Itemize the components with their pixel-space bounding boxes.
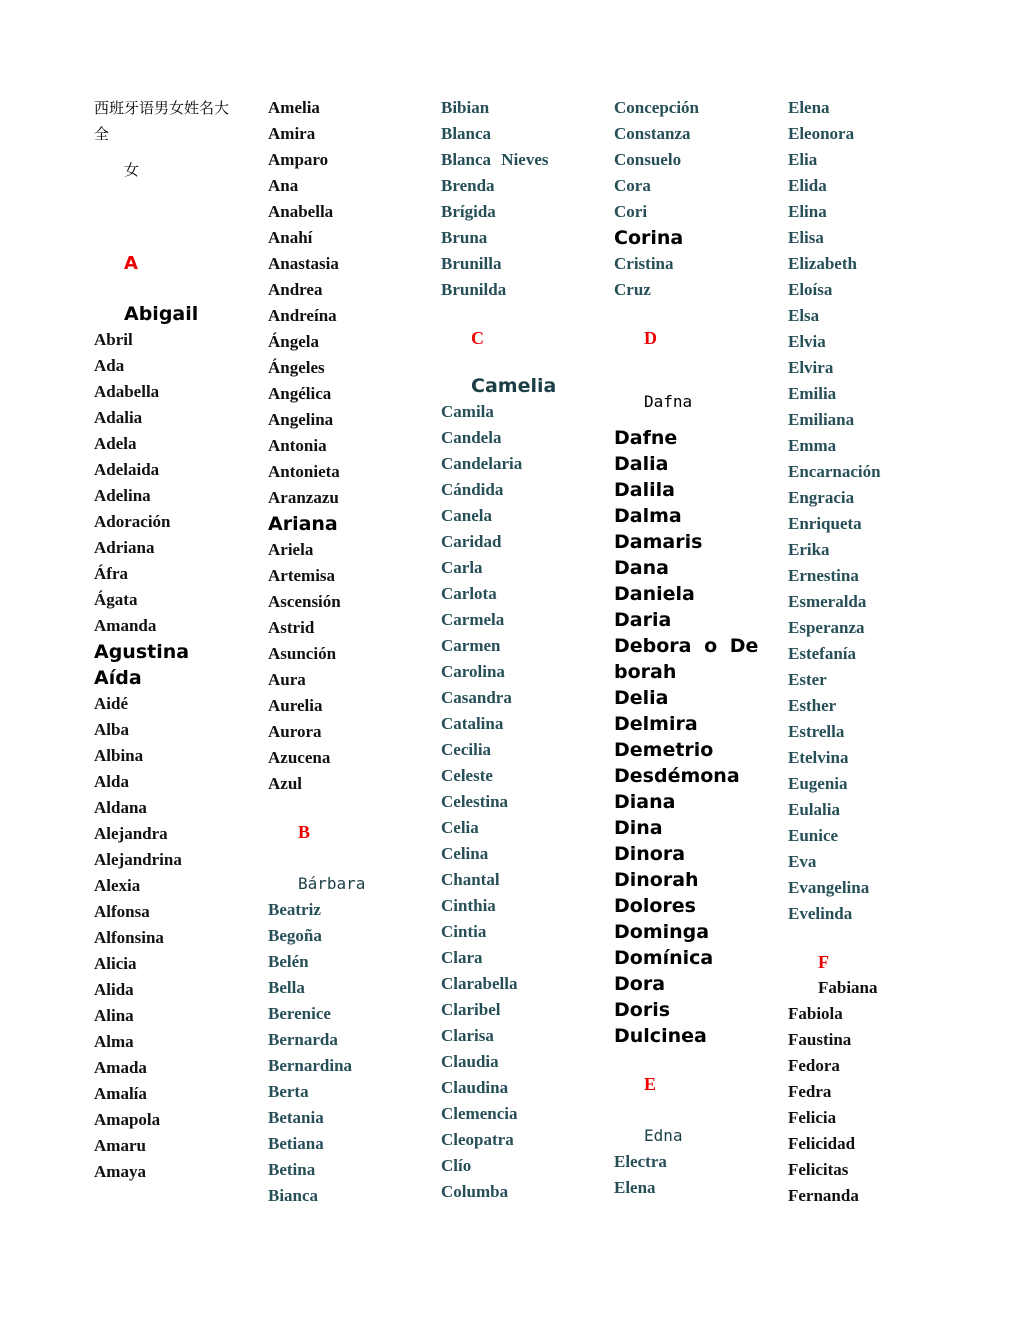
name-list-c5b xyxy=(788,1001,956,1209)
name-list-item: Dulcinea xyxy=(614,1025,707,1047)
name-list-item: Doris xyxy=(614,999,671,1021)
name-list-item: Amparo xyxy=(268,150,329,169)
name-edna: Edna xyxy=(644,1126,683,1145)
name-list-item: Betania xyxy=(268,1108,324,1127)
name-list-item: Evangelina xyxy=(788,878,870,897)
name-list-item: Elvia xyxy=(788,332,826,351)
name-list-item: Ester xyxy=(788,670,827,689)
name-list-item: Diana xyxy=(614,791,676,813)
name-list-item: Adalia xyxy=(94,408,143,427)
name-list-item: Elsa xyxy=(788,306,820,325)
name-list-item: Delmira xyxy=(614,713,698,735)
name-list-item: Alejandra xyxy=(94,824,168,843)
name-debora-line-2: borah xyxy=(614,661,677,683)
name-list-item: Cintia xyxy=(441,922,487,941)
name-list-item: Felicitas xyxy=(788,1160,849,1179)
name-list-item: Eunice xyxy=(788,826,839,845)
name-list-item: Celeste xyxy=(441,766,493,785)
name-list-item: Ada xyxy=(94,356,125,375)
name-list-item: Adoración xyxy=(94,512,171,531)
name-list-item: Amaya xyxy=(94,1162,146,1181)
name-list-item: Caridad xyxy=(441,532,502,551)
name-list-c2a xyxy=(268,95,436,511)
name-list-item: Ariela xyxy=(268,540,314,559)
name-list-c4b xyxy=(614,251,782,303)
name-list-item: Blanca Nieves xyxy=(441,150,549,169)
name-list-item: Astrid xyxy=(268,618,315,637)
letter-heading-c: C xyxy=(471,328,484,348)
name-list-item: Esmeralda xyxy=(788,592,867,611)
name-list-item: Claribel xyxy=(441,1000,501,1019)
name-list-item: Adelina xyxy=(94,486,151,505)
name-list-item: Dalia xyxy=(614,453,669,475)
name-list-c4c xyxy=(614,425,782,633)
name-list-item: Azul xyxy=(268,774,302,793)
name-list-item: Emilia xyxy=(788,384,837,403)
name-list-item: Alda xyxy=(94,772,129,791)
name-list-item: Candela xyxy=(441,428,502,447)
gender-label-female: 女 xyxy=(124,161,140,179)
name-list-item: Anahí xyxy=(268,228,313,247)
name-list-item: Dana xyxy=(614,557,669,579)
name-list-item: Celestina xyxy=(441,792,509,811)
name-list-item: Celia xyxy=(441,818,479,837)
name-agustina: Agustina xyxy=(94,641,190,663)
name-list-item: Andreína xyxy=(268,306,337,325)
name-list-item: Eugenia xyxy=(788,774,848,793)
name-list-item: Clío xyxy=(441,1156,472,1175)
name-list-item: Adela xyxy=(94,434,137,453)
name-list-item: Amelia xyxy=(268,98,320,117)
name-list-item: Anastasia xyxy=(268,254,339,273)
letter-heading-b: B xyxy=(298,822,311,842)
name-list-item: Etelvina xyxy=(788,748,849,767)
name-list-item: Amapola xyxy=(94,1110,161,1129)
name-list-item: Elisa xyxy=(788,228,824,247)
name-list-c3b xyxy=(441,399,609,1205)
name-list-c3a xyxy=(441,95,609,303)
name-list-c4e xyxy=(614,1149,782,1201)
name-list-item: Berta xyxy=(268,1082,309,1101)
name-list-item: Alina xyxy=(94,1006,134,1025)
name-list-item: Brígida xyxy=(441,202,496,221)
document-title-line-2: 全 xyxy=(94,125,110,143)
name-list-c4a xyxy=(614,95,782,225)
name-list-item: Amira xyxy=(268,124,316,143)
name-list-item: Canela xyxy=(441,506,492,525)
name-list-item: Encarnación xyxy=(788,462,881,481)
name-list-item: Bernardina xyxy=(268,1056,353,1075)
name-list-item: Clemencia xyxy=(441,1104,518,1123)
name-list-item: Elina xyxy=(788,202,827,221)
name-list-item: Fabiola xyxy=(788,1004,843,1023)
name-list-item: Ángeles xyxy=(268,358,325,377)
name-list-item: Daria xyxy=(614,609,672,631)
name-list-item: Antonieta xyxy=(268,462,340,481)
name-list-item: Damaris xyxy=(614,531,703,553)
name-list-item: Betina xyxy=(268,1160,316,1179)
name-list-item: Asunción xyxy=(268,644,337,663)
letter-heading-f: F xyxy=(818,952,829,972)
name-list-item: Faustina xyxy=(788,1030,852,1049)
name-list-item: Electra xyxy=(614,1152,667,1171)
name-list-item: Elia xyxy=(788,150,818,169)
name-list-item: Columba xyxy=(441,1182,509,1201)
name-list-item: Cándida xyxy=(441,480,504,499)
name-list-item: Dolores xyxy=(614,895,696,917)
name-list-item: Aranzazu xyxy=(268,488,339,507)
name-list-item: Felicia xyxy=(788,1108,837,1127)
name-list-item: Emma xyxy=(788,436,837,455)
name-list-item: Amalía xyxy=(94,1084,147,1103)
name-list-item: Cora xyxy=(614,176,651,195)
name-list-item: Alejandrina xyxy=(94,850,182,869)
column-2 xyxy=(268,95,436,1209)
name-list-item: Casandra xyxy=(441,688,512,707)
name-aida: Aída xyxy=(94,667,142,689)
letter-heading-a: A xyxy=(124,253,138,274)
name-list-c2c xyxy=(268,897,436,1209)
name-list-item: Carmela xyxy=(441,610,505,629)
name-list-item: Angélica xyxy=(268,384,332,403)
name-list-item: Carla xyxy=(441,558,483,577)
name-list-item: Cori xyxy=(614,202,648,221)
name-list-item: Ascensión xyxy=(268,592,341,611)
name-list-item: Bernarda xyxy=(268,1030,338,1049)
name-list-item: Demetrio xyxy=(614,739,714,761)
name-camelia: Camelia xyxy=(471,375,557,397)
name-list-item: Brenda xyxy=(441,176,495,195)
name-list-item: Adelaida xyxy=(94,460,160,479)
name-list-item: Candelaria xyxy=(441,454,523,473)
name-list-item: Azucena xyxy=(268,748,331,767)
name-list-item: Dora xyxy=(614,973,666,995)
name-list-item: Enriqueta xyxy=(788,514,862,533)
name-list-item: Belén xyxy=(268,952,309,971)
name-list-item: Claudina xyxy=(441,1078,509,1097)
name-list-item: Engracia xyxy=(788,488,855,507)
name-list-item: Bella xyxy=(268,978,305,997)
name-list-item: Carlota xyxy=(441,584,497,603)
column-5 xyxy=(788,95,956,1209)
name-list-item: Beatriz xyxy=(268,900,321,919)
column-3 xyxy=(441,95,609,1205)
letter-heading-d: D xyxy=(644,328,657,348)
name-list-item: Clarabella xyxy=(441,974,518,993)
name-list-item: Antonia xyxy=(268,436,327,455)
name-list-item: Cinthia xyxy=(441,896,496,915)
name-fabiana: Fabiana xyxy=(818,978,878,997)
letter-heading-e: E xyxy=(644,1074,657,1094)
name-list-item: Cristina xyxy=(614,254,674,273)
name-list-item: Elena xyxy=(614,1178,656,1197)
name-list-item: Anabella xyxy=(268,202,334,221)
name-list-item: Delia xyxy=(614,687,669,709)
name-list-item: Betiana xyxy=(268,1134,324,1153)
name-list-item: Domínica xyxy=(614,947,714,969)
name-debora-line-1: Debora o De xyxy=(614,635,759,657)
name-list-item: Aidé xyxy=(94,694,128,713)
name-list-item: Camila xyxy=(441,402,494,421)
name-list-item: Angelina xyxy=(268,410,334,429)
name-list-item: Eleonora xyxy=(788,124,855,143)
name-list-item: Constanza xyxy=(614,124,691,143)
name-list-item: Aurelia xyxy=(268,696,323,715)
name-list-item: Cleopatra xyxy=(441,1130,514,1149)
name-list-item: Ágata xyxy=(94,590,138,609)
name-list-item: Artemisa xyxy=(268,566,336,585)
name-list-item: Eulalia xyxy=(788,800,840,819)
name-list-item: Evelinda xyxy=(788,904,853,923)
name-list-item: Cecilia xyxy=(441,740,492,759)
name-list-item: Carolina xyxy=(441,662,505,681)
name-list-item: Alfonsa xyxy=(94,902,150,921)
name-list-item: Alfonsina xyxy=(94,928,164,947)
name-list-item: Clarisa xyxy=(441,1026,494,1045)
name-list-item: Alba xyxy=(94,720,129,739)
name-list-item: Fernanda xyxy=(788,1186,859,1205)
name-list-item: Amaru xyxy=(94,1136,146,1155)
name-list-item: Begoña xyxy=(268,926,322,945)
name-list-item: Eloísa xyxy=(788,280,833,299)
name-list-item: Alicia xyxy=(94,954,137,973)
name-list-item: Desdémona xyxy=(614,765,740,787)
name-list-item: Estefanía xyxy=(788,644,856,663)
name-dafna: Dafna xyxy=(644,392,693,411)
name-barbara: Bárbara xyxy=(298,874,366,893)
name-list-item: Estrella xyxy=(788,722,845,741)
name-list-item: Amada xyxy=(94,1058,147,1077)
name-list-item: Ernestina xyxy=(788,566,859,585)
name-list-item: Elizabeth xyxy=(788,254,857,273)
name-list-item: Elida xyxy=(788,176,827,195)
name-corina: Corina xyxy=(614,227,684,249)
name-list-item: Abril xyxy=(94,330,133,349)
name-list-item: Alma xyxy=(94,1032,134,1051)
name-list-c2b xyxy=(268,537,436,797)
name-list-item: Alexia xyxy=(94,876,141,895)
name-list-item: Albina xyxy=(94,746,144,765)
name-list-item: Felicidad xyxy=(788,1134,856,1153)
name-list-item: Bianca xyxy=(268,1186,319,1205)
name-list-item: Chantal xyxy=(441,870,500,889)
name-list-item: Aura xyxy=(268,670,306,689)
name-list-item: Bibian xyxy=(441,98,490,117)
name-list-item: Elvira xyxy=(788,358,834,377)
name-list-item: Blanca xyxy=(441,124,492,143)
name-list-item: Adabella xyxy=(94,382,160,401)
name-list-c1a xyxy=(94,327,262,639)
name-list-item: Dinora xyxy=(614,843,686,865)
name-list-item: Dalila xyxy=(614,479,675,501)
name-list-item: Aldana xyxy=(94,798,147,817)
name-list-item: Clara xyxy=(441,948,483,967)
name-list-item: Erika xyxy=(788,540,830,559)
name-list-item: Eva xyxy=(788,852,817,871)
name-list-item: Emiliana xyxy=(788,410,855,429)
name-list-item: Aurora xyxy=(268,722,322,741)
name-list-item: Celina xyxy=(441,844,489,863)
name-abigail: Abigail xyxy=(124,303,199,325)
name-list-c4d xyxy=(614,685,782,1049)
name-list-item: Fedora xyxy=(788,1056,840,1075)
name-list-item: Brunilla xyxy=(441,254,502,273)
name-list-item: Brunilda xyxy=(441,280,507,299)
column-4 xyxy=(614,95,782,1201)
name-list-c1b xyxy=(94,691,262,1185)
name-list-item: Esther xyxy=(788,696,837,715)
name-list-item: Bruna xyxy=(441,228,488,247)
name-list-item: Ana xyxy=(268,176,299,195)
name-list-item: Berenice xyxy=(268,1004,331,1023)
name-list-item: Alida xyxy=(94,980,134,999)
name-list-item: Claudia xyxy=(441,1052,499,1071)
name-list-item: Ángela xyxy=(268,332,319,351)
name-list-item: Consuelo xyxy=(614,150,682,169)
name-list-item: Catalina xyxy=(441,714,504,733)
name-list-item: Dominga xyxy=(614,921,710,943)
name-list-item: Elena xyxy=(788,98,830,117)
name-list-item: Áfra xyxy=(94,564,128,583)
column-1 xyxy=(94,95,262,1185)
name-list-item: Andrea xyxy=(268,280,323,299)
name-list-item: Amanda xyxy=(94,616,157,635)
name-ariana: Ariana xyxy=(268,513,338,535)
name-list-item: Carmen xyxy=(441,636,501,655)
name-list-item: Fedra xyxy=(788,1082,832,1101)
name-list-item: Esperanza xyxy=(788,618,865,637)
name-list-item: Cruz xyxy=(614,280,651,299)
name-list-item: Dinorah xyxy=(614,869,699,891)
name-list-item: Adriana xyxy=(94,538,155,557)
name-list-item: Dina xyxy=(614,817,663,839)
name-list-item: Daniela xyxy=(614,583,695,605)
name-list-item: Dalma xyxy=(614,505,682,527)
document-title-line-1: 西班牙语男女姓名大 xyxy=(94,99,230,117)
name-list-item: Dafne xyxy=(614,427,678,449)
name-list-c5a xyxy=(788,95,956,927)
name-list-item: Concepción xyxy=(614,98,699,117)
